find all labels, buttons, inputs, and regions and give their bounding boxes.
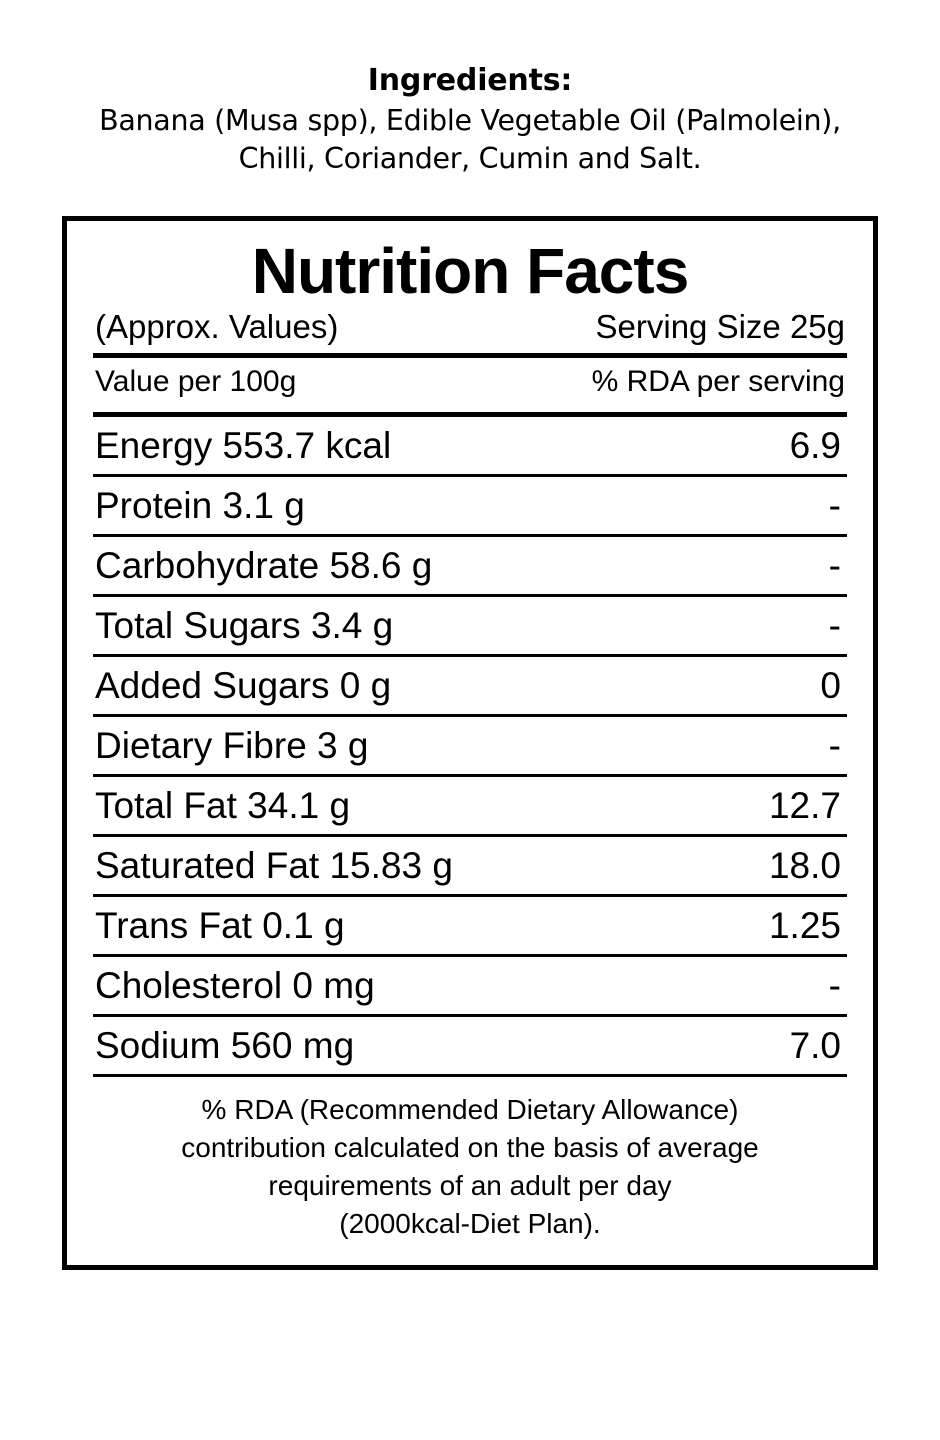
footnote-line: % RDA (Recommended Dietary Allowance) xyxy=(201,1094,739,1125)
approx-values-note: (Approx. Values) xyxy=(95,308,339,345)
nutrition-subheader-row xyxy=(93,307,847,347)
row-label: Dietary Fibre 3 g xyxy=(95,725,369,766)
row-value: - xyxy=(828,965,841,1006)
footnote-line: contribution calculated on the basis of average xyxy=(181,1132,759,1163)
row-value: 0 xyxy=(820,665,841,706)
column-header-rda-per-serving: % RDA per serving xyxy=(591,365,845,398)
row-label: Saturated Fat 15.83 g xyxy=(95,845,453,886)
row-label: Added Sugars 0 g xyxy=(95,665,392,706)
row-label: Energy 553.7 kcal xyxy=(95,425,392,466)
row-value: 1.25 xyxy=(768,905,841,946)
row-label: Trans Fat 0.1 g xyxy=(95,905,345,946)
table-row xyxy=(93,1017,847,1074)
table-row xyxy=(93,957,847,1014)
table-row xyxy=(93,717,847,774)
row-value: 7.0 xyxy=(789,1025,841,1066)
row-value: - xyxy=(828,605,841,646)
table-row xyxy=(93,777,847,834)
table-row xyxy=(93,417,847,474)
column-header-value-per-100g: Value per 100g xyxy=(95,365,297,398)
row-value: - xyxy=(828,485,841,526)
row-label: Total Fat 34.1 g xyxy=(95,785,351,826)
ingredients-title: Ingredients: xyxy=(367,63,573,98)
ingredients-section xyxy=(30,0,910,178)
table-row xyxy=(93,897,847,954)
row-value: - xyxy=(828,545,841,586)
row-value: 18.0 xyxy=(768,845,841,886)
nutrition-column-headers xyxy=(93,358,847,406)
row-value: 12.7 xyxy=(768,785,841,826)
row-label: Carbohydrate 58.6 g xyxy=(95,545,433,586)
row-value: 6.9 xyxy=(789,425,841,466)
row-label: Sodium 560 mg xyxy=(95,1025,355,1066)
rda-footnote xyxy=(93,1077,847,1243)
table-row xyxy=(93,597,847,654)
row-label: Total Sugars 3.4 g xyxy=(95,605,394,646)
ingredients-text xyxy=(30,102,910,178)
table-row xyxy=(93,537,847,594)
serving-size: Serving Size 25g xyxy=(595,308,845,345)
footnote-line: requirements of an adult per day xyxy=(268,1170,672,1201)
table-row xyxy=(93,477,847,534)
ingredients-line: Banana (Musa spp), Edible Vegetable Oil (Palmolein), xyxy=(99,104,841,137)
nutrition-facts-panel xyxy=(62,216,878,1270)
nutrition-facts-title: Nutrition Facts xyxy=(251,235,689,307)
table-row xyxy=(93,837,847,894)
ingredients-line: Chilli, Coriander, Cumin and Salt. xyxy=(238,142,702,175)
row-value: - xyxy=(828,725,841,766)
row-label: Protein 3.1 g xyxy=(95,485,305,526)
footnote-line: (2000kcal-Diet Plan). xyxy=(339,1208,601,1239)
row-label: Cholesterol 0 mg xyxy=(95,965,375,1006)
table-row xyxy=(93,657,847,714)
